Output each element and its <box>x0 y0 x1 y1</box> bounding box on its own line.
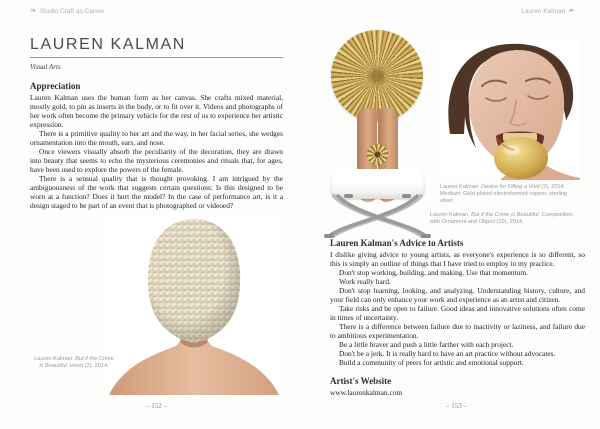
caption-rest: Hood (2), 2014. <box>68 363 109 369</box>
paragraph: Take risks and be open to failure. Good ideas and innovative solutions often come in times of uncertainty. <box>330 304 585 322</box>
stool-legs <box>320 194 435 240</box>
paragraph: Build a community of peers for artistic and emotional support. <box>339 358 524 367</box>
title-rule <box>30 57 283 58</box>
running-head-right-label: Lauren Kalman <box>521 7 566 15</box>
hood-photo <box>105 213 283 395</box>
paragraph: Don't stop learning, looking, and analyzing. Understanding history, culture, and your field can only enhance your work and experience as an artist and citizen. <box>330 286 585 304</box>
page-title: LAUREN KALMAN <box>30 36 186 53</box>
appreciation-text <box>30 93 283 210</box>
caption-artist: Lauren Kalman. <box>440 184 482 190</box>
running-head-left <box>30 7 104 15</box>
caption-rest: (2), 2014. Medium: Gold-plated electroformed copper, sterling silver. <box>440 184 568 204</box>
gold-flower-ornament <box>367 144 388 165</box>
paragraph: I dislike giving advice to young artists, as everyone's experience is so different, so this is simply an outline of things that I have tried to employ in my practice. <box>330 250 585 268</box>
caption-title: Device for Filling a Void <box>481 184 540 190</box>
paragraph: Once viewers visually absorb the peculiarity of the decoration, they are drawn into beauty that seems to echo the mysterious ceremonies and rituals that, for ages, have been used to explore the powers of the female. <box>30 147 283 174</box>
caption-artist: Lauren Kalman. <box>34 356 76 362</box>
page-number-152: – 152 – <box>146 402 167 410</box>
caption-title: But if the Crime is Beautiful. <box>471 212 541 218</box>
paragraph: Work really hard. <box>339 277 391 286</box>
page-subtitle: Visual Arts <box>30 63 61 71</box>
paragraph: Don't stop working, building, and making. Use that momentum. <box>339 268 528 277</box>
starburst-sculpture-photo <box>320 28 435 240</box>
right-page-column <box>330 238 585 397</box>
caption-rest: Composition with Ornament and Object (10), 2014. <box>430 212 573 225</box>
hood-caption <box>32 356 116 370</box>
gold-mouthpiece-photo <box>440 38 580 180</box>
advice-text <box>330 250 585 367</box>
paragraph: There is a difference between failure due to inactivity or laziness, and failure due to ambitious experimentation. <box>330 322 585 340</box>
paragraph: Be a little braver and push a little farther with each project. <box>339 340 514 349</box>
paragraph: Lauren Kalman uses the human form as her canvas. She crafts mixed material, mostly gold, to pin as inserts in the body, or to fit over it. Videos and photographs of her work often become the primary vehicle for the rest of us to experience her artistic expression. <box>30 93 283 129</box>
paragraph: Don't be a jerk. It is really hard to have an art practice without advocates. <box>339 349 556 358</box>
website-heading: Artist's Website <box>330 376 392 386</box>
left-page-column <box>30 36 283 210</box>
running-head-left-label: Studio Craft as Career <box>39 7 105 15</box>
page-number-153: – 153 – <box>446 402 467 410</box>
caption-artist: Lauren Kalman. <box>430 212 472 218</box>
appreciation-heading: Appreciation <box>30 81 81 91</box>
website-url: www.laurenkalman.com <box>330 388 403 397</box>
device-caption <box>440 184 582 205</box>
leaf-sprig-icon: ❧ <box>30 6 37 15</box>
caption-title: But if the Crime is Beautiful. <box>39 356 114 369</box>
composition-caption <box>430 212 582 226</box>
paragraph: There is a primitive quality to her art and the way, in her facial series, she wedges ornamentation into the mouth, ears, and nose. <box>30 129 283 147</box>
running-head-right <box>521 7 575 15</box>
paragraph: There is a sensual quality that is thought provoking. I am intrigued by the ambiguousness of the work that suggests certain questions: Is this designed to be worn at a function? Does it hurt the model? In the case of performance art, is it a design staged to be part of an event that is photographed or videoed? <box>30 174 283 210</box>
advice-heading: Lauren Kalman's Advice to Artists <box>330 238 464 248</box>
leaf-sprig-icon: ❧ <box>568 6 575 15</box>
